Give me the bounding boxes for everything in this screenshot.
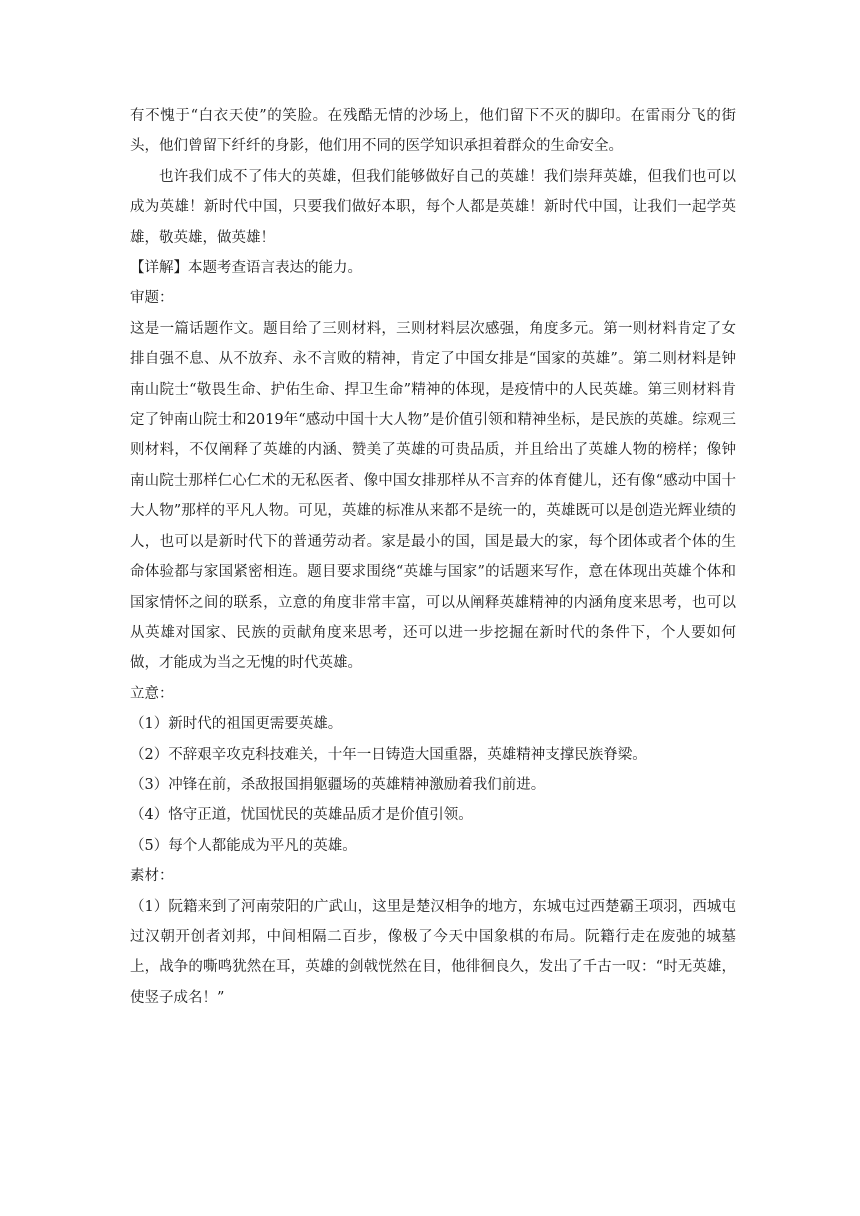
document-page (130, 101, 736, 1013)
liyi-item: （3）冲锋在前，杀敌报国捐躯疆场的英雄精神激励着我们前进。 (130, 776, 546, 793)
liyi-item: （1）新时代的祖国更需要英雄。 (130, 716, 343, 733)
liyi-list (130, 709, 736, 861)
liyi-item: （5）每个人都能成为平凡的英雄。 (130, 837, 357, 854)
liyi-heading: 立意： (130, 685, 174, 702)
liyi-item: （2）不辞艰辛攻克科技难关，十年一日铸造大国重器，英雄精神支撑民族脊梁。 (130, 746, 647, 763)
essay-continuation-paragraph: 有不愧于“白衣天使”的笑脸。在残酷无情的沙场上，他们留下不灭的脚印。在雷雨分飞的街头，他们曾留下纤纤的身影，他们用不同的医学知识承担着群众的生命安全。 (130, 108, 736, 155)
shenti-paragraph: 这是一篇话题作文。题目给了三则材料，三则材料层次感强，角度多元。第一则材料肯定了女排自强不息、从不放弃、永不言败的精神，肯定了中国女排是“国家的英雄”。第二则材料是钟南山院士“敬畏生命、护佑生命、捍卫生命”精神的体现，是疫情中的人民英雄。第三则材料肯定了钟南山院士和2019年“感动中国十大人物”是价值引领和精神坐标，是民族的英雄。综观三则材料，不仅阐释了英雄的内涵、赞美了英雄的可贵品质，并且给出了英雄人物的榜样；像钟南山院士那样仁心仁术的无私医者、像中国女排那样从不言弃的体育健儿，还有像“感动中国十大人物”那样的平凡人物。可见，英雄的标准从来都不是统一的，英雄既可以是创造光辉业绩的人，也可以是新时代下的普通劳动者。家是最小的国，国是最大的家，每个团体或者个体的生命体验都与家国紧密相连。题目要求围绕“英雄与国家”的话题来写作，意在体现出英雄个体和国家情怀之间的联系，立意的角度非常丰富，可以从阐释英雄精神的内涵角度来思考，也可以从英雄对国家、民族的贡献角度来思考，还可以进一步挖掘在新时代的条件下，个人要如何做，才能成为当之无愧的时代英雄。 (130, 320, 736, 672)
sucai-heading: 素材： (130, 868, 174, 885)
shenti-heading: 审题： (130, 290, 174, 307)
sucai-paragraph: （1）阮籍来到了河南荥阳的广武山，这里是楚汉相争的地方，东城屯过西楚霸王项羽，西城屯过汉朝开创者刘邦，中间相隔二百步，像极了今天中国象棋的布局。阮籍行走在废弛的城墓上，战争的嘶鸣犹然在耳，英雄的剑戟恍然在目，他徘徊良久，发出了千古一叹：“时无英雄，使竖子成名！” (130, 898, 736, 1006)
detail-explanation-line: 【详解】本题考查语言表达的能力。 (130, 260, 362, 277)
essay-closing-paragraph: 也许我们成不了伟大的英雄，但我们能够做好自己的英雄！我们崇拜英雄，但我们也可以成为英雄！新时代中国，只要我们做好本职，每个人都是英雄！新时代中国，让我们一起学英雄，敬英雄，做英雄！ (130, 168, 736, 246)
liyi-item: （4）恪守正道，忧国忧民的英雄品质才是价值引领。 (130, 807, 473, 824)
